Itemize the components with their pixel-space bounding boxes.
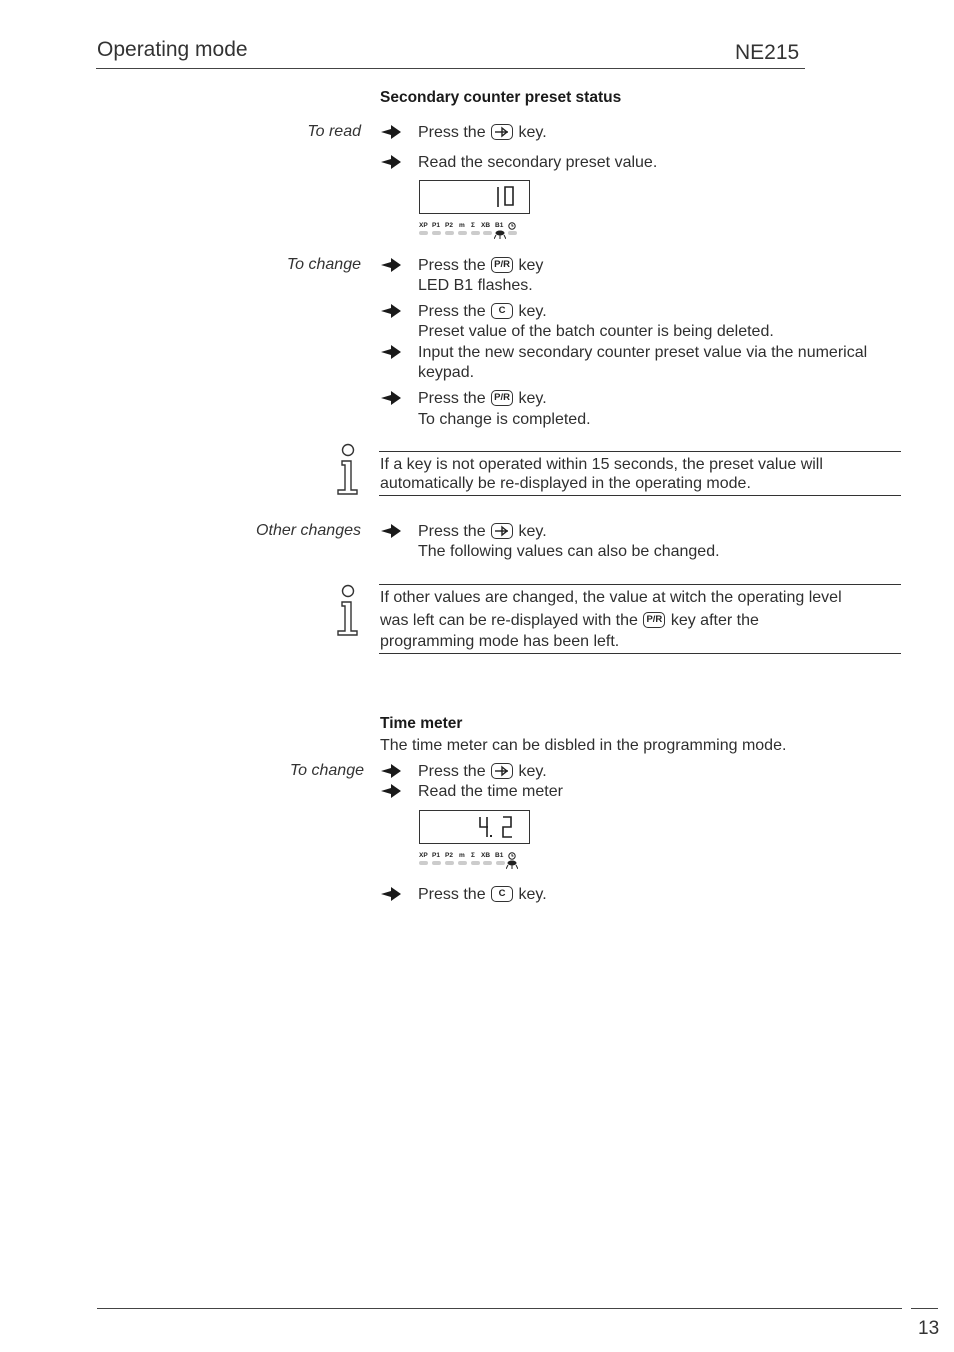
led-label-xp: XP — [419, 852, 428, 859]
section-title-time-meter: Time meter — [380, 715, 463, 732]
step-text-continued: keypad. — [418, 364, 475, 381]
led-clock — [508, 231, 517, 235]
step-text-pre: Press the — [418, 763, 486, 780]
arrow-bullet-icon — [381, 887, 401, 901]
led-p2 — [445, 861, 454, 865]
led-label-m: m — [459, 222, 465, 229]
led-label-p1: P1 — [432, 852, 440, 859]
arrow-bullet-icon — [381, 304, 401, 318]
arrow-bullet-icon — [381, 764, 401, 778]
led-label-m: m — [459, 852, 465, 859]
led-b1 — [496, 861, 505, 865]
enter-key-icon — [491, 523, 513, 539]
note-text-line2: automatically be re-displayed in the operating mode. — [380, 475, 751, 492]
led-sigma — [471, 231, 480, 235]
step-time-press-enter — [381, 762, 906, 784]
led-label-b1: B1 — [495, 222, 504, 229]
clock-icon — [508, 852, 516, 860]
step-text-post: key. — [518, 523, 547, 540]
led-m — [458, 861, 467, 865]
arrow-bullet-icon — [381, 784, 401, 798]
led-label-sigma: Σ — [471, 852, 475, 859]
step-text: Input the new secondary counter preset value via the numerical — [418, 344, 868, 361]
led-label-p2: P2 — [445, 852, 453, 859]
step-change-input — [381, 343, 906, 365]
arrow-bullet-icon — [381, 155, 401, 169]
step-read-press-enter — [381, 123, 906, 145]
step-note-deleted: Preset value of the batch counter is being deleted. — [418, 323, 774, 340]
footer-divider-page — [911, 1308, 938, 1309]
led-label-xb: XB — [481, 222, 491, 229]
note-text-line1: If other values are changed, the value at witch the operating level — [380, 589, 842, 606]
led-b1-flashing-icon — [494, 230, 506, 239]
led-label-p1: P1 — [432, 222, 440, 229]
step-note-completed: To change is completed. — [418, 411, 591, 428]
led-xb — [483, 861, 492, 865]
led-clock-flashing-icon — [506, 860, 518, 869]
note-rule-top — [379, 584, 901, 585]
pr-key-icon: P/R — [491, 257, 513, 273]
step-note-led-flashes: LED B1 flashes. — [418, 277, 533, 294]
pr-key-icon: P/R — [643, 612, 665, 628]
lcd-display-time — [419, 810, 530, 844]
c-key-icon: C — [491, 303, 513, 319]
step-read-value — [381, 153, 906, 175]
led-m — [458, 231, 467, 235]
side-label-to-read: To read — [307, 123, 361, 140]
led-xp — [419, 861, 428, 865]
model-name: NE215 — [735, 41, 800, 64]
step-time-read — [381, 782, 906, 804]
led-label-xp: XP — [419, 222, 428, 229]
step-text: Read the time meter — [418, 783, 563, 800]
side-label-to-change-time: To change — [289, 762, 364, 779]
header-divider — [96, 68, 805, 69]
page-title: Operating mode — [97, 38, 248, 61]
led-indicator-row-1 — [419, 222, 529, 240]
led-indicator-row-2 — [419, 852, 529, 870]
arrow-bullet-icon — [381, 345, 401, 359]
info-icon — [334, 443, 362, 495]
side-label-to-change: To change — [286, 256, 361, 273]
led-label-b1: B1 — [495, 852, 504, 859]
arrow-bullet-icon — [381, 524, 401, 538]
section-intro: The time meter can be disbled in the programming mode. — [380, 737, 787, 754]
enter-key-icon — [491, 763, 513, 779]
note-text-line2: was left can be re-displayed with the P/R key after the — [380, 612, 759, 629]
led-sigma — [471, 861, 480, 865]
info-icon — [334, 584, 362, 636]
enter-key-icon — [491, 124, 513, 140]
step-text: Read the secondary preset value. — [418, 154, 658, 171]
step-text-pre: Press the — [418, 390, 486, 407]
c-key-icon: C — [491, 886, 513, 902]
arrow-bullet-icon — [381, 391, 401, 405]
side-label-other-changes: Other changes — [256, 522, 361, 539]
step-text-post: key. — [518, 390, 547, 407]
page-number: 13 — [918, 1318, 940, 1339]
arrow-bullet-icon — [381, 125, 401, 139]
led-xb — [483, 231, 492, 235]
step-text-post: key. — [518, 886, 547, 903]
led-label-xb: XB — [481, 852, 491, 859]
lcd-digits — [483, 183, 523, 211]
step-other-press-enter — [381, 522, 906, 544]
step-change-press-pr — [381, 256, 906, 278]
note-rule-bottom — [379, 653, 901, 654]
step-text-post: key. — [518, 124, 547, 141]
led-p1 — [432, 861, 441, 865]
led-label-sigma: Σ — [471, 222, 475, 229]
step-text-pre: Press the — [418, 523, 486, 540]
step-text-pre: Press the — [418, 886, 486, 903]
step-change-press-pr-final — [381, 389, 906, 411]
step-time-press-c — [381, 885, 906, 907]
led-label-p2: P2 — [445, 222, 453, 229]
step-text-post: key. — [518, 763, 547, 780]
led-xp — [419, 231, 428, 235]
note-text-line3: programming mode has been left. — [380, 633, 620, 650]
arrow-bullet-icon — [381, 258, 401, 272]
led-p2 — [445, 231, 454, 235]
note-rule-top — [379, 451, 901, 452]
note-rule-bottom — [379, 495, 901, 496]
step-text-post: key — [518, 257, 544, 274]
clock-icon — [508, 222, 516, 230]
note-text-line1: If a key is not operated within 15 seconds, the preset value will — [380, 456, 823, 473]
footer-divider — [97, 1308, 902, 1309]
section-title-secondary-preset: Secondary counter preset status — [380, 89, 622, 106]
step-text-pre: Press the — [418, 303, 486, 320]
step-note-other-values: The following values can also be changed. — [418, 543, 720, 560]
step-text-post: key. — [518, 303, 547, 320]
step-text-pre: Press the — [418, 257, 486, 274]
lcd-display-preset — [419, 180, 530, 214]
lcd-digits — [475, 813, 523, 841]
pr-key-icon: P/R — [491, 390, 513, 406]
step-text-pre: Press the — [418, 124, 486, 141]
step-change-press-c — [381, 302, 906, 324]
led-p1 — [432, 231, 441, 235]
